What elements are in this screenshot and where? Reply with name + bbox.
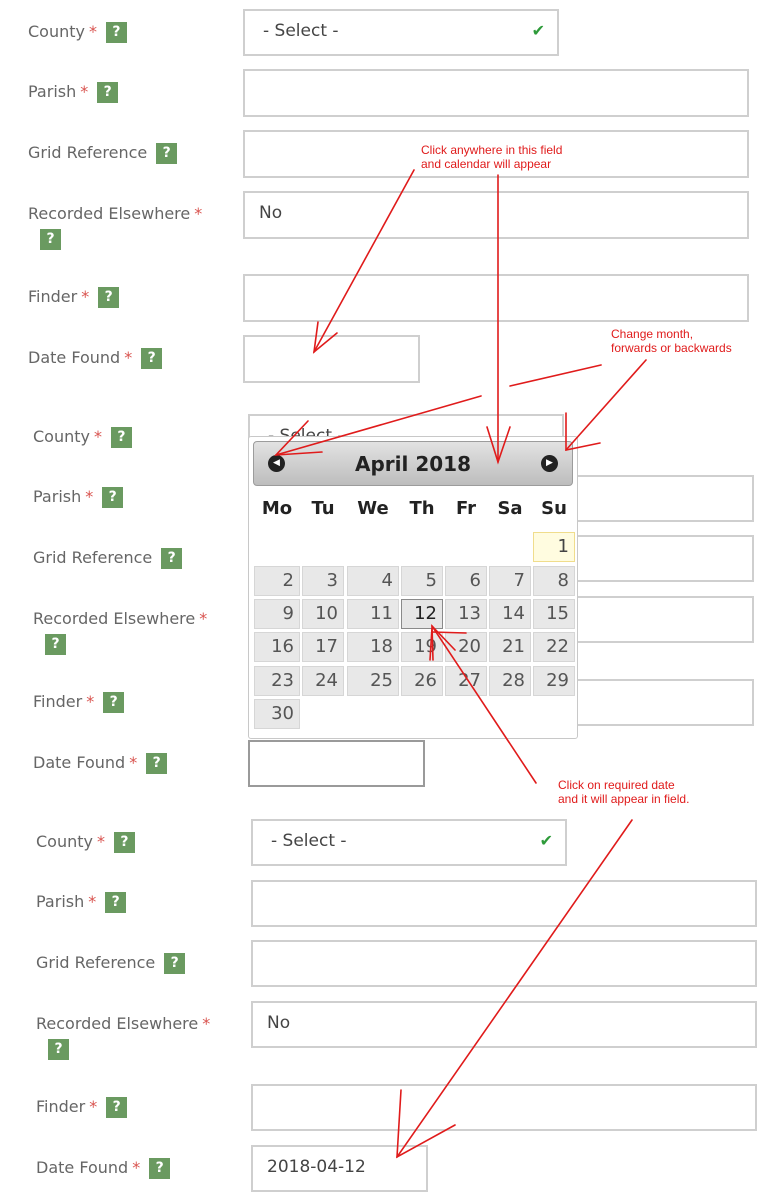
- calendar-day[interactable]: 13: [445, 599, 487, 629]
- calendar-day[interactable]: 30: [254, 699, 300, 729]
- calendar-day[interactable]: 21: [489, 632, 531, 662]
- calendar-day[interactable]: 15: [533, 599, 575, 629]
- help-icon[interactable]: ?: [103, 692, 124, 713]
- help-icon[interactable]: ?: [48, 1039, 69, 1060]
- parish-label-text: Parish: [33, 487, 82, 506]
- county-label-text: County: [33, 427, 90, 446]
- recorded-elsewhere-label-text: Recorded Elsewhere: [36, 1014, 199, 1033]
- calendar-day[interactable]: 19: [401, 632, 443, 662]
- help-icon[interactable]: ?: [97, 82, 118, 103]
- calendar-day[interactable]: 12: [401, 599, 443, 629]
- date-found-input[interactable]: 2018-04-12: [251, 1145, 428, 1192]
- annotation-click-date: [558, 778, 689, 806]
- annotation-line: and calendar will appear: [421, 157, 552, 171]
- calendar-day[interactable]: 17: [302, 632, 344, 662]
- calendar-day[interactable]: 3: [302, 566, 344, 596]
- help-icon[interactable]: ?: [45, 634, 66, 655]
- weekday-header: Sa: [497, 498, 523, 519]
- parish-label-text: Parish: [36, 892, 85, 911]
- calendar-day[interactable]: 29: [533, 666, 575, 696]
- required-marker: *: [124, 348, 133, 367]
- calendar-day[interactable]: 5: [401, 566, 443, 596]
- finder-label-text: Finder: [36, 1097, 86, 1116]
- recorded-elsewhere-input[interactable]: No: [251, 1001, 757, 1048]
- help-icon[interactable]: ?: [105, 892, 126, 913]
- county-label-text: County: [28, 22, 85, 41]
- chevron-down-icon: ✔: [539, 831, 553, 850]
- weekday-header: Tu: [311, 498, 335, 519]
- county-select-value: - Select -: [271, 831, 347, 851]
- help-icon[interactable]: ?: [111, 427, 132, 448]
- chevron-right-icon[interactable]: ▶: [541, 455, 558, 472]
- finder-label-text: Finder: [33, 692, 83, 711]
- help-icon[interactable]: ?: [106, 1097, 127, 1118]
- annotation-line: and it will appear in field.: [558, 792, 690, 806]
- grid-reference-label-text: Grid Reference: [28, 143, 148, 162]
- calendar-day[interactable]: 14: [489, 599, 531, 629]
- weekday-header: Su: [541, 498, 567, 519]
- date-found-label-text: Date Found: [28, 348, 121, 367]
- date-found-label-text: Date Found: [33, 753, 126, 772]
- calendar-day[interactable]: 25: [347, 666, 399, 696]
- required-marker: *: [85, 487, 94, 506]
- recorded-elsewhere-label-text: Recorded Elsewhere: [33, 609, 196, 628]
- annotation-line: forwards or backwards: [611, 341, 732, 355]
- required-marker: *: [96, 832, 105, 851]
- calendar-day[interactable]: 2: [254, 566, 300, 596]
- calendar-day[interactable]: 4: [347, 566, 399, 596]
- required-marker: *: [80, 82, 89, 101]
- parish-label-text: Parish: [28, 82, 77, 101]
- help-icon[interactable]: ?: [40, 229, 61, 250]
- chevron-down-icon: ✔: [531, 21, 545, 40]
- calendar-day[interactable]: 9: [254, 599, 300, 629]
- required-marker: *: [129, 753, 138, 772]
- weekday-header: We: [357, 498, 389, 519]
- grid-reference-label-text: Grid Reference: [33, 548, 153, 567]
- recorded-elsewhere-label-text: Recorded Elsewhere: [28, 204, 191, 223]
- required-marker: *: [194, 204, 203, 223]
- recorded-elsewhere-input[interactable]: No: [243, 191, 749, 239]
- county-label-text: County: [36, 832, 93, 851]
- calendar-day[interactable]: 11: [347, 599, 399, 629]
- calendar-day[interactable]: 16: [254, 632, 300, 662]
- calendar-day[interactable]: 10: [302, 599, 344, 629]
- weekday-header: Mo: [261, 498, 293, 519]
- calendar-month-title: April 2018: [355, 452, 471, 476]
- calendar-day[interactable]: 20: [445, 632, 487, 662]
- weekday-header: Fr: [455, 498, 477, 519]
- help-icon[interactable]: ?: [156, 143, 177, 164]
- annotation-line: Click on required date: [558, 778, 675, 792]
- calendar-day[interactable]: 28: [489, 666, 531, 696]
- finder-label-text: Finder: [28, 287, 78, 306]
- annotation-line: Click anywhere in this field: [421, 143, 563, 157]
- chevron-left-icon[interactable]: ◀: [268, 455, 285, 472]
- help-icon[interactable]: ?: [161, 548, 182, 569]
- calendar-day[interactable]: 8: [533, 566, 575, 596]
- calendar-day[interactable]: 23: [254, 666, 300, 696]
- calendar-day[interactable]: 1: [533, 532, 575, 562]
- required-marker: *: [89, 1097, 98, 1116]
- required-marker: *: [202, 1014, 211, 1033]
- help-icon[interactable]: ?: [149, 1158, 170, 1179]
- weekday-header: Th: [409, 498, 435, 519]
- help-icon[interactable]: ?: [164, 953, 185, 974]
- help-icon[interactable]: ?: [106, 22, 127, 43]
- required-marker: *: [81, 287, 90, 306]
- county-select-value: - Select -: [263, 21, 339, 41]
- help-icon[interactable]: ?: [141, 348, 162, 369]
- calendar-day[interactable]: 7: [489, 566, 531, 596]
- calendar-day[interactable]: 26: [401, 666, 443, 696]
- grid-reference-label-text: Grid Reference: [36, 953, 156, 972]
- required-marker: *: [93, 427, 102, 446]
- calendar-day[interactable]: 24: [302, 666, 344, 696]
- annotation-line: Change month,: [611, 327, 694, 341]
- date-found-label-text: Date Found: [36, 1158, 129, 1177]
- required-marker: *: [132, 1158, 141, 1177]
- annotation-change-month: [611, 327, 732, 355]
- help-icon[interactable]: ?: [146, 753, 167, 774]
- calendar-day[interactable]: 6: [445, 566, 487, 596]
- help-icon[interactable]: ?: [98, 287, 119, 308]
- help-icon[interactable]: ?: [114, 832, 135, 853]
- required-marker: *: [199, 609, 208, 628]
- required-marker: *: [86, 692, 95, 711]
- help-icon[interactable]: ?: [102, 487, 123, 508]
- required-marker: *: [88, 892, 97, 911]
- calendar-day[interactable]: 22: [533, 632, 575, 662]
- required-marker: *: [88, 22, 97, 41]
- calendar-day[interactable]: 27: [445, 666, 487, 696]
- calendar-day[interactable]: 18: [347, 632, 399, 662]
- annotation-click-field: [421, 143, 562, 171]
